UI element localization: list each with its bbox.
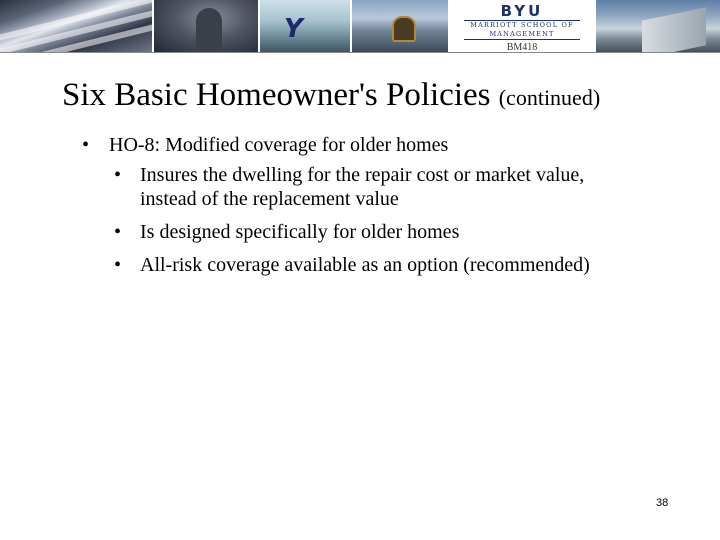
banner-photo-campus-building (596, 0, 720, 52)
bullet-dot-icon: • (82, 134, 90, 156)
header-banner (0, 0, 720, 53)
school-name: MARRIOTT SCHOOL OF MANAGEMENT (464, 20, 580, 40)
bullet-dot-icon: • (114, 164, 122, 186)
bullet-dot-icon: • (114, 254, 122, 276)
sub-bullet-item (82, 163, 610, 211)
banner-photo-mountain-y (260, 0, 350, 52)
sub-bullet-item (82, 253, 610, 277)
sub-bullet-text: All-risk coverage available as an option (recommended) (140, 254, 590, 276)
banner-photo-building-abstract (0, 0, 152, 52)
byu-marriott-logo (450, 0, 594, 52)
course-code: BM418 (506, 42, 538, 52)
banner-photo-statue (154, 0, 258, 52)
slide-title-main: Six Basic Homeowner's Policies (62, 77, 491, 113)
page-number: 38 (656, 497, 669, 509)
slide-body (82, 133, 682, 286)
bell-icon (392, 16, 416, 42)
banner-photo-bell (352, 0, 448, 52)
bullet-text: HO-8: Modified coverage for older homes (109, 134, 449, 156)
byu-logo-text: BYU (500, 2, 544, 20)
slide-title (62, 76, 600, 117)
y-mountain-logo: Y (284, 14, 301, 44)
sub-bullet-list (82, 163, 682, 277)
sub-bullet-text: Insures the dwelling for the repair cost or market value, instead of the replacement value (140, 164, 585, 210)
bullet-dot-icon: • (114, 221, 122, 243)
sub-bullet-item (82, 220, 610, 244)
slide-title-suffix: (continued) (498, 85, 601, 110)
bullet-item (82, 133, 682, 157)
sub-bullet-text: Is designed specifically for older homes (140, 221, 460, 243)
